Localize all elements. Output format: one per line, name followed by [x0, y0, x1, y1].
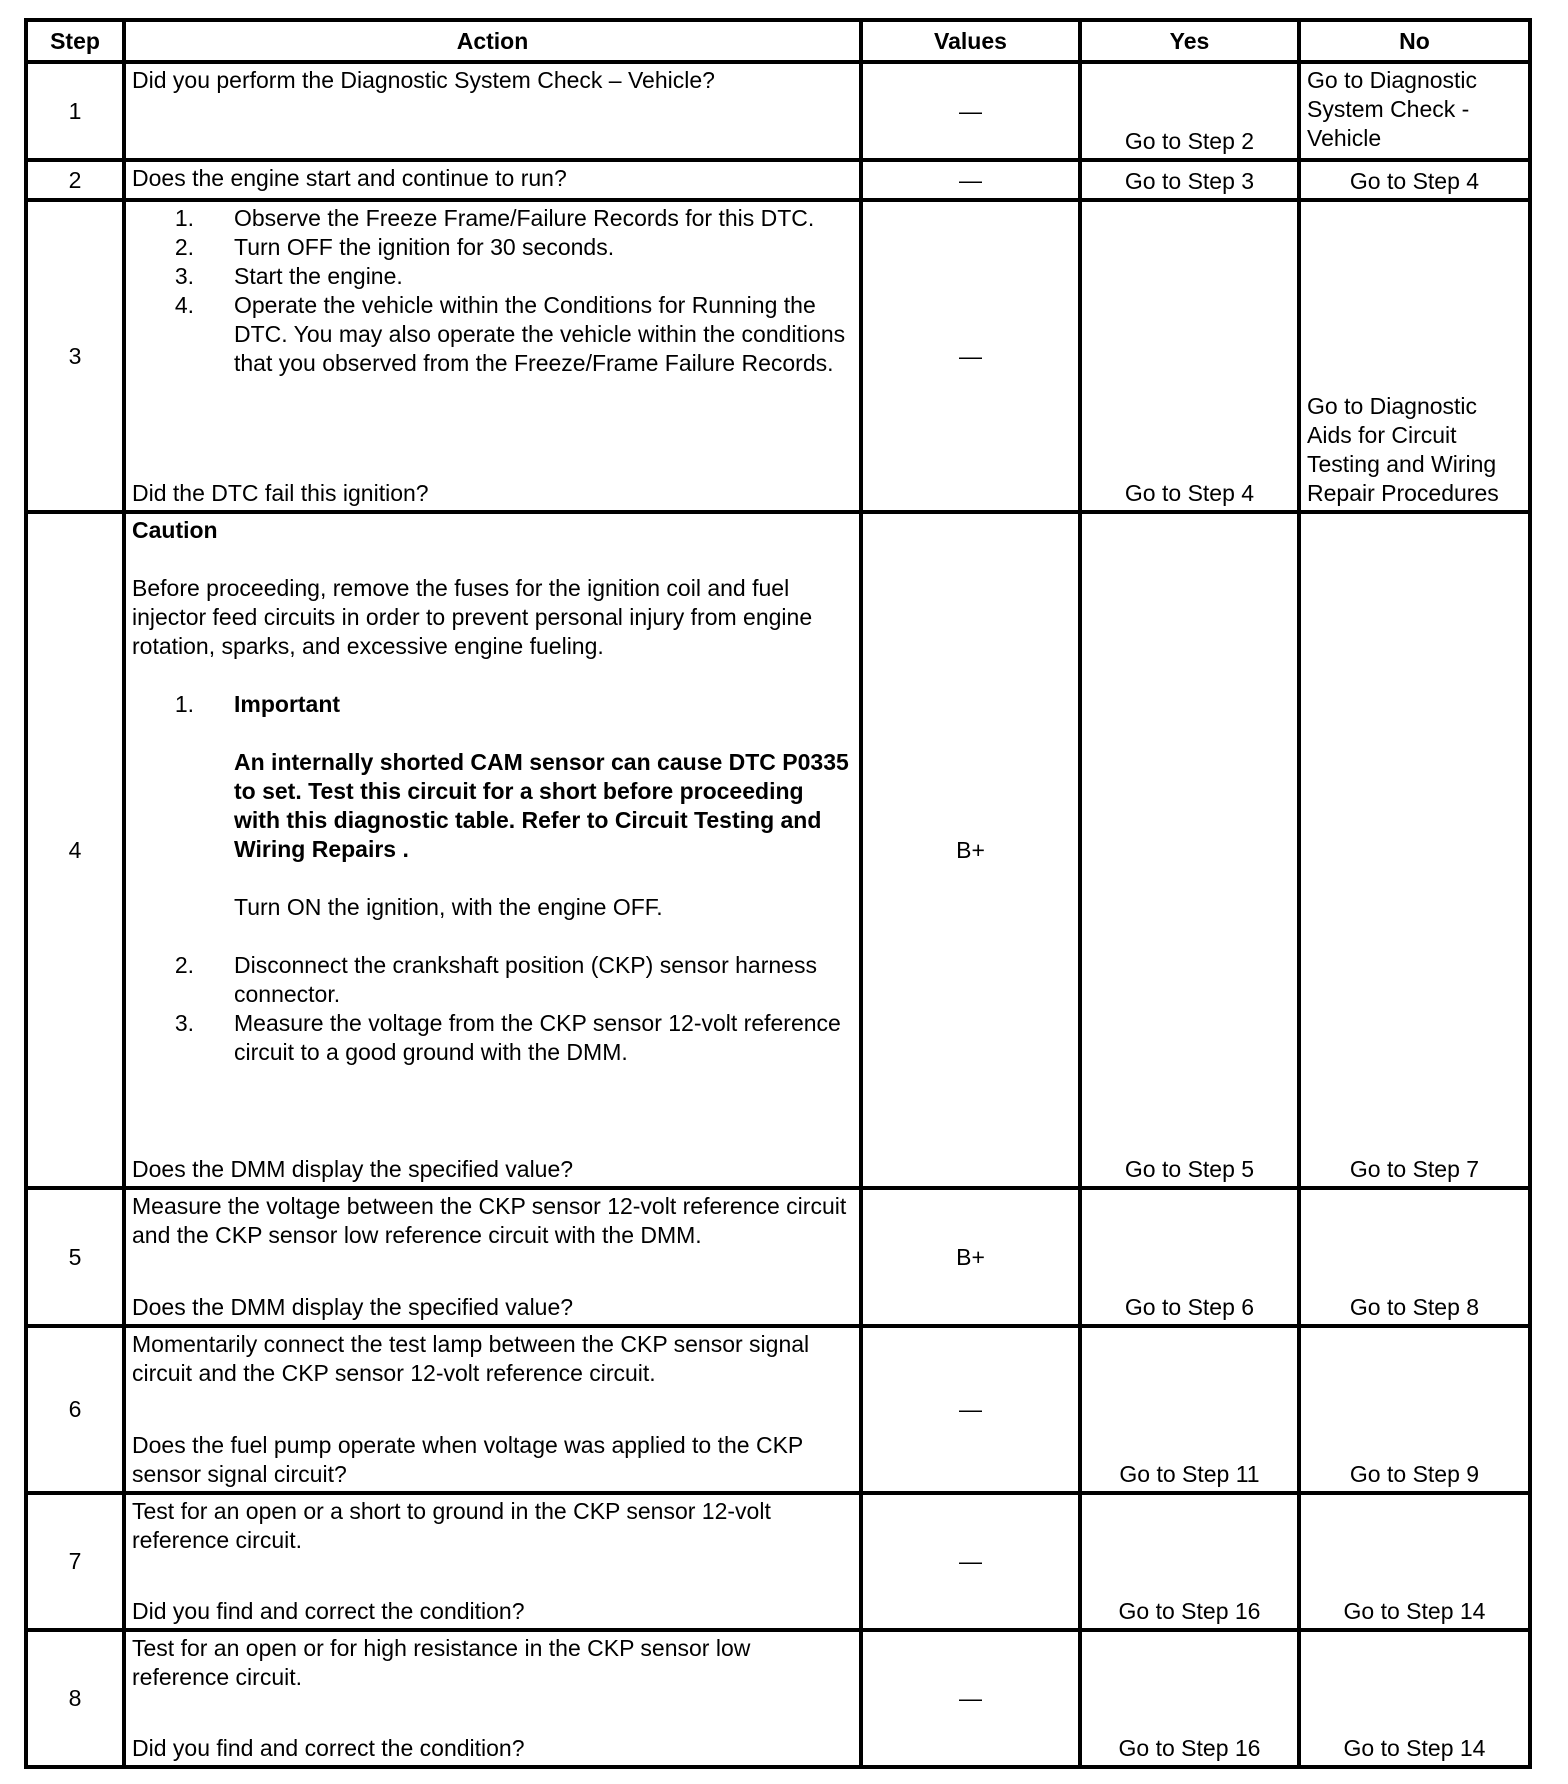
value-cell: —: [861, 200, 1080, 512]
no-cell[interactable]: Go to Diagnostic Aids for Circuit Testing and Wiring Repair Procedures: [1299, 200, 1530, 512]
yes-cell[interactable]: Go to Step 4: [1080, 200, 1299, 512]
diagnostic-table: [24, 18, 1532, 1769]
table-row-step-6: [26, 1326, 1530, 1493]
no-cell[interactable]: Go to Diagnostic System Check - Vehicle: [1299, 62, 1530, 160]
substep-item: 4. Operate the vehicle within the Conditions for Running the DTC. You may also operate the vehicle within the conditions that you observed from the Freeze/Frame Failure Records.: [174, 292, 846, 376]
substep-item: 1. Observe the Freeze Frame/Failure Records for this DTC.: [174, 205, 815, 231]
action-text: Momentarily connect the test lamp between the CKP sensor signal circuit and the CKP sensor 12-volt reference circuit.: [132, 1331, 810, 1386]
caution-title: Caution: [132, 517, 218, 543]
no-cell[interactable]: Go to Step 8: [1299, 1188, 1530, 1326]
step-number: 1: [26, 62, 124, 160]
value-cell: —: [861, 62, 1080, 160]
action-text: Test for an open or a short to ground in the CKP sensor 12-volt reference circuit.: [132, 1498, 771, 1553]
caution-text: Before proceeding, remove the fuses for the ignition coil and fuel injector feed circuits in order to prevent personal injury from engine rotation, sparks, and excessive engine fueling.: [132, 575, 813, 659]
substep-item: 3. Start the engine.: [174, 263, 403, 289]
yes-cell[interactable]: Go to Step 5: [1080, 512, 1299, 1188]
no-cell[interactable]: Go to Step 9: [1299, 1326, 1530, 1493]
table-row-step-8: [26, 1630, 1530, 1767]
question-text: Does the DMM display the specified value?: [132, 1294, 574, 1320]
substep-item: 3. Measure the voltage from the CKP sensor 12-volt reference circuit to a good ground with the DMM.: [174, 1010, 841, 1065]
value-cell: —: [861, 160, 1080, 200]
step-number: 8: [26, 1630, 124, 1767]
action-cell: [124, 160, 861, 200]
substep-item: 2. Disconnect the crankshaft position (CKP) sensor harness connector.: [174, 952, 817, 1007]
substep-list: [132, 690, 853, 1067]
header-values: Values: [861, 20, 1080, 62]
substep-text: Turn ON the ignition, with the engine OFF.: [234, 894, 663, 920]
yes-cell[interactable]: Go to Step 16: [1080, 1630, 1299, 1767]
header-action: Action: [124, 20, 861, 62]
value-cell: —: [861, 1493, 1080, 1630]
question-text: Did you find and correct the condition?: [132, 1598, 525, 1624]
action-cell: [124, 200, 861, 512]
action-cell: [124, 62, 861, 160]
no-cell[interactable]: Go to Step 14: [1299, 1630, 1530, 1767]
no-cell[interactable]: Go to Step 7: [1299, 512, 1530, 1188]
substep-list: [132, 204, 853, 378]
action-cell: [124, 1630, 861, 1767]
action-cell: [124, 1188, 861, 1326]
action-cell: [124, 512, 861, 1188]
question-text: Does the fuel pump operate when voltage was applied to the CKP sensor signal circuit?: [132, 1432, 803, 1487]
important-title: Important: [234, 691, 341, 717]
yes-cell[interactable]: Go to Step 11: [1080, 1326, 1299, 1493]
step-number: 7: [26, 1493, 124, 1630]
action-text: Test for an open or for high resistance in the CKP sensor low reference circuit.: [132, 1635, 751, 1690]
value-cell: —: [861, 1326, 1080, 1493]
substep-item: 1. Important An internally shorted CAM sensor can cause DTC P0335 to set. Test this circuit for a short before proceeding with this diagnostic table. Refer to Circuit Testing and Wiring Repairs . Turn ON the ignition, with the engine OFF.: [132, 690, 853, 951]
yes-cell[interactable]: Go to Step 2: [1080, 62, 1299, 160]
question-text: Does the DMM display the specified value?: [132, 1156, 574, 1182]
question-text: Did the DTC fail this ignition?: [132, 480, 429, 506]
step-number: 6: [26, 1326, 124, 1493]
value-cell: B+: [861, 512, 1080, 1188]
action-text: Measure the voltage between the CKP sensor 12-volt reference circuit and the CKP sensor low reference circuit with the DMM.: [132, 1193, 847, 1248]
yes-cell[interactable]: Go to Step 3: [1080, 160, 1299, 200]
value-cell: —: [861, 1630, 1080, 1767]
step-number: 3: [26, 200, 124, 512]
no-cell[interactable]: Go to Step 14: [1299, 1493, 1530, 1630]
value-cell: B+: [861, 1188, 1080, 1326]
table-row-step-3: [26, 200, 1530, 512]
no-cell[interactable]: Go to Step 4: [1299, 160, 1530, 200]
step-number: 2: [26, 160, 124, 200]
table-row-step-2: [26, 160, 1530, 200]
action-cell: [124, 1493, 861, 1630]
question-text: Did you find and correct the condition?: [132, 1735, 525, 1761]
step-number: 5: [26, 1188, 124, 1326]
action-cell: [124, 1326, 861, 1493]
table-row-step-5: [26, 1188, 1530, 1326]
action-text: Did you perform the Diagnostic System Check – Vehicle?: [132, 67, 715, 93]
header-yes: Yes: [1080, 20, 1299, 62]
header-no: No: [1299, 20, 1530, 62]
table-row-step-4: [26, 512, 1530, 1188]
header-row: [26, 20, 1530, 62]
substep-item: 2. Turn OFF the ignition for 30 seconds.: [174, 234, 615, 260]
yes-cell[interactable]: Go to Step 6: [1080, 1188, 1299, 1326]
action-text: Does the engine start and continue to run?: [132, 165, 567, 191]
important-text: An internally shorted CAM sensor can cause DTC P0335 to set. Test this circuit for a short before proceeding with this diagnostic table. Refer to Circuit Testing and Wiring Repairs .: [234, 749, 849, 862]
step-number: 4: [26, 512, 124, 1188]
table-row-step-7: [26, 1493, 1530, 1630]
header-step: Step: [26, 20, 124, 62]
table-row-step-1: [26, 62, 1530, 160]
yes-cell[interactable]: Go to Step 16: [1080, 1493, 1299, 1630]
